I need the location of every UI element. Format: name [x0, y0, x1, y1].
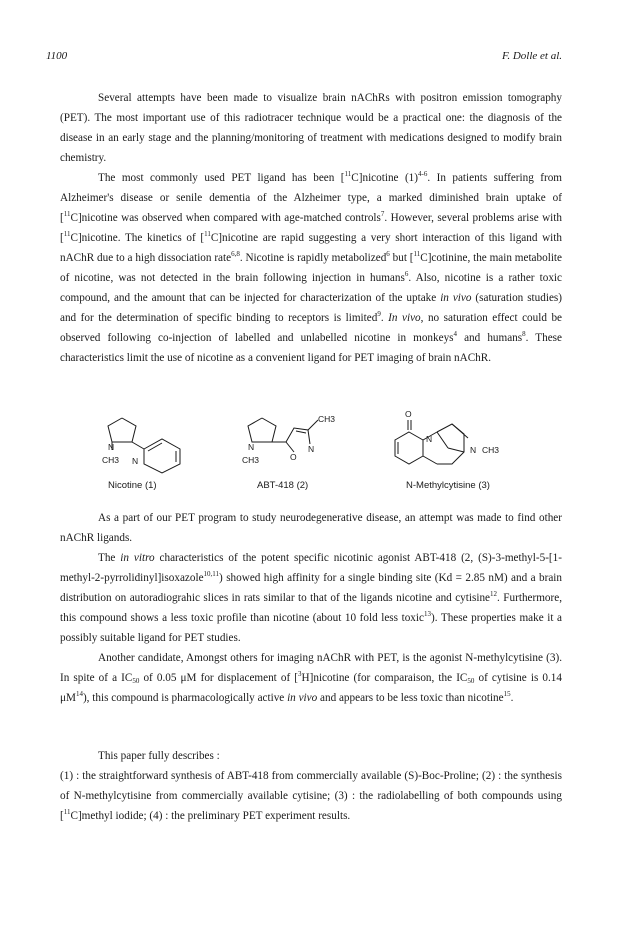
nicotine-atom-n-pyrrolidine: N — [108, 442, 115, 452]
cytisine-atom-ch3: CH3 — [482, 445, 500, 455]
page-header — [46, 50, 562, 66]
cytisine-atom-o: O — [405, 409, 412, 419]
running-authors: F. Dolle et al. — [502, 50, 562, 62]
abt-418-structure — [232, 412, 352, 472]
paragraph-abt-418: The in vitro characteristics of the potent specific nicotinic agonist ABT-418 (2, (S)-3-methyl-5-[1-methyl-2-pyrrolidinyl]isoxazole$^{10,11}$) showed high affinity for a single binding site (Kd = 2.85 nM) and a brain distribution on autoradiograhic slices in rats similar to that of the ligands nicotine and cytisine$^{12}$. Furthermore, this compound shows a less toxic profile than nicotine (about 10 fold less toxic$^{13}$). These properties make it a possibly suitable ligand for PET studies. — [60, 552, 563, 644]
cytisine-atom-n-ring: N — [426, 434, 433, 444]
n-methylcytisine-structure — [386, 404, 526, 474]
nicotine-label: Nicotine (1) — [108, 480, 157, 491]
paragraph-outline-list: (1) : the straightforward synthesis of ABT-418 from commercially available (S)-Boc-Proline; (2) : the synthesis of N-methylcytisine from commercially available cytisine; (3) : the radiolabelling of both compounds using [$^{11}$C]methyl iodide; (4) : the preliminary PET experiment results. — [60, 770, 562, 822]
paragraph-pet-program: As a part of our PET program to study neurodegenerative disease, an attempt was made to find other nAChR ligands. — [60, 512, 562, 544]
nicotine-structure — [92, 412, 212, 472]
abt-atom-o: O — [290, 452, 297, 462]
abt-418-diagram — [232, 412, 352, 472]
abt-atom-ch3-n: CH3 — [242, 455, 260, 465]
paragraph-pet-intro: Several attempts have been made to visualize brain nAChRs with positron emission tomography (PET). The most important use of this radiotracer technique would be a practical one: the diagnosis of the disease in an early stage and the planning/monitoring of treatment with medications designed to modify brain chemistry. — [60, 92, 562, 164]
nicotine-atom-ch3: CH3 — [102, 455, 120, 465]
n-methylcytisine-diagram — [386, 404, 526, 474]
abt-atom-n-isoxazole: N — [308, 444, 315, 454]
paragraph-nicotine: The most commonly used PET ligand has been [$^{11}$C]nicotine $(1)^{4-6}$. In patients suffering from Alzheimer's disease or senile dementia of the Alzheimer type, a marked diminished brain uptake of [$^{11}$C]nicotine was observed when compared with age-matched controls$^7$. However, several problems arise with [$^{11}$C]nicotine. The kinetics of [$^{11}$C]nicotine are rapid suggesting a very short interaction of this ligand with nAChR due to a high dissociation rate$^{6,8}$. Nicotine is rapidly metabolized$^6$ but [$^{11}$C]cotinine, the main metabolite of nicotine, was not detected in the brain following injection in humans$^6$. Also, nicotine is a rather toxic compound, and the amount that can be injected for characterization of the uptake in vivo (saturation studies) and for the determination of specific binding to receptors is limited$^9$. In vivo, no saturation effect could be observed following co-injection of labelled and unlabelled nicotine in monkeys$^4$ and humans$^8$. These characteristics limit the use of nicotine as a convenient ligand for PET imaging of brain nAChR. — [60, 170, 563, 364]
nicotine-diagram — [92, 412, 212, 472]
abt-418-label: ABT-418 (2) — [257, 480, 309, 491]
cytisine-atom-n-methyl: N — [470, 445, 477, 455]
paragraph-paper-describes: This paper fully describes : — [98, 750, 220, 762]
paragraph-n-methylcytisine: Another candidate, Amongst others for imaging nAChR with PET, is the agonist N-methylcytisine (3). In spite of a $IC_{50}$ of 0.05 μM for displacement of [$^3$H]nicotine (for comparaison, the $IC_{50}$ of cytisine is 0.14 $\mu M^{14}$), this compound is pharmacologically active in vivo and appears to be less toxic than nicotine$^{15}$. — [60, 652, 562, 704]
page-number: 1100 — [46, 50, 68, 62]
n-methylcytisine-label: N-Methylcytisine (3) — [406, 480, 490, 491]
abt-atom-ch3-ring: CH3 — [318, 414, 336, 424]
nicotine-atom-n-pyridine: N — [132, 456, 139, 466]
abt-atom-n-pyrrolidine: N — [248, 442, 255, 452]
